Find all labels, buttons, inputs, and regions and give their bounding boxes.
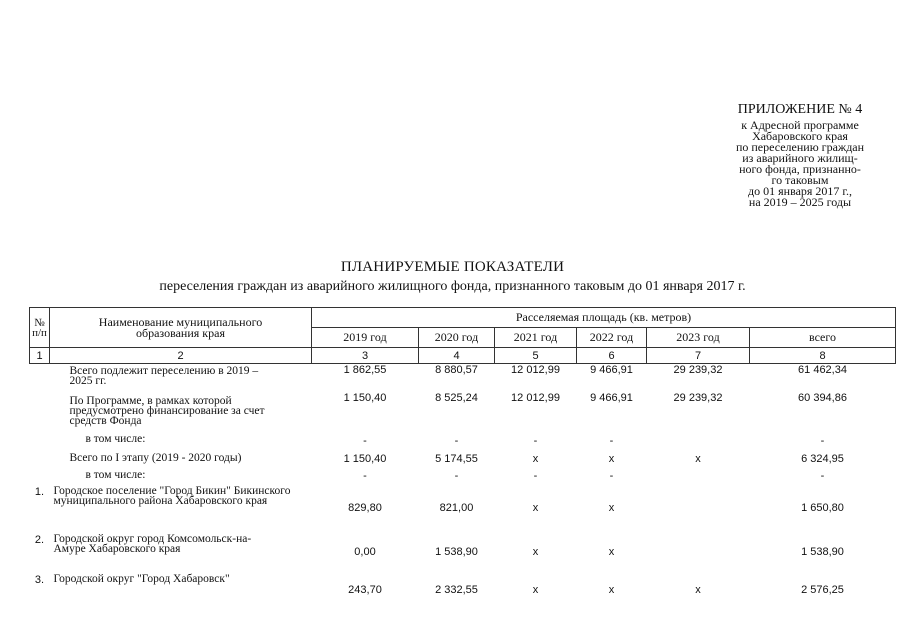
appendix-line: Хабаровского края: [752, 129, 848, 143]
column-number: 6: [577, 348, 647, 364]
cell-2019: -: [363, 469, 367, 482]
row-name: Городское поселение "Город Бикин" Бикинского муниципального района Хабаровского края: [53, 484, 291, 507]
appendix-line: по переселению граждан: [735, 140, 865, 154]
header-number: № п/п: [30, 308, 50, 348]
cell-2019: 1 150,40: [343, 452, 387, 465]
table-row: [30, 484, 896, 532]
row-name: Городской округ "Город Хабаровск": [53, 572, 230, 585]
cell-2022: -: [609, 469, 614, 482]
cell-2023: [647, 468, 750, 484]
cell-total: 60 394,86: [798, 391, 847, 404]
cell-2023: 29 239,32: [673, 364, 723, 376]
column-number: 4: [419, 348, 495, 364]
row-name: По Программе, в рамках которой предусмотрено финансирование за счет средств Фонда: [69, 394, 265, 427]
header-name: Наименование муниципального образования края: [50, 308, 312, 348]
row-name: Всего подлежит переселению в 2019 – 2025 гг.: [69, 365, 259, 387]
cell-2019: -: [363, 434, 367, 447]
cell-2022: 9 466,91: [590, 391, 633, 404]
row-index: 1.: [34, 485, 45, 498]
table-row: [30, 364, 896, 392]
column-number: 1: [30, 348, 50, 364]
row-index: 2.: [34, 533, 45, 546]
appendix-line: ного фонда, признанно-: [739, 162, 861, 176]
indicators-table-wrapper: [29, 307, 896, 596]
row-name: в том числе:: [85, 432, 146, 445]
table-row: [30, 572, 896, 596]
row-index: 3.: [34, 573, 45, 586]
cell-2023: [647, 432, 750, 450]
cell-2019: 829,80: [348, 501, 382, 514]
column-number: 8: [750, 348, 896, 364]
cell-total: -: [820, 469, 825, 482]
row-index: [30, 364, 50, 392]
cell-2020: 8 880,57: [435, 364, 478, 376]
appendix-title: ПРИЛОЖЕНИЕ № 4: [737, 102, 863, 117]
header-year-2021: 2021 год: [495, 328, 577, 348]
row-index: [30, 392, 50, 432]
header-year-2023: 2023 год: [647, 328, 750, 348]
cell-2021: 12 012,99: [511, 391, 560, 404]
table-row: [30, 432, 896, 450]
cell-2020: 821,00: [439, 501, 474, 514]
column-number: 3: [312, 348, 419, 364]
appendix-line: к Адресной программе: [741, 118, 859, 132]
appendix-line: до 01 января 2017 г.,: [748, 184, 852, 198]
cell-2021: x: [532, 583, 539, 596]
table-row: [30, 468, 896, 484]
cell-2019: 243,70: [348, 583, 382, 596]
table-row: [30, 392, 896, 432]
row-name: Городской округ город Комсомольск-на-Амуре Хабаровского края: [53, 532, 252, 555]
row-index: [30, 468, 50, 484]
cell-total: 6 324,95: [801, 452, 844, 465]
row-name: Всего по I этапу (2019 - 2020 годы): [69, 451, 242, 464]
header-total: всего: [750, 328, 896, 348]
cell-2022: x: [608, 545, 615, 558]
column-number: 2: [50, 348, 312, 364]
header-year-2022: 2022 год: [577, 328, 647, 348]
cell-2022: x: [608, 583, 615, 596]
cell-2019: 0,00: [354, 545, 376, 558]
column-number: 5: [495, 348, 577, 364]
appendix-block: [700, 103, 900, 208]
cell-2021: x: [532, 452, 539, 465]
cell-2020: -: [454, 434, 459, 447]
cell-total: 2 576,25: [801, 583, 844, 596]
cell-2021: -: [533, 434, 538, 447]
cell-2022: x: [608, 501, 615, 514]
table-body: [30, 364, 896, 596]
row-index: [30, 432, 50, 450]
cell-2020: 8 525,24: [435, 391, 478, 404]
cell-2022: 9 466,91: [590, 364, 633, 376]
cell-2021: 12 012,99: [511, 364, 560, 376]
cell-2021: x: [532, 501, 539, 514]
cell-2020: -: [454, 469, 459, 482]
cell-2023: [647, 532, 750, 572]
cell-2021: x: [532, 545, 539, 558]
appendix-line: на 2019 – 2025 годы: [748, 195, 852, 209]
cell-2022: -: [609, 434, 614, 447]
document-subtitle: переселения граждан из аварийного жилищного фонда, признанного таковым до 01 января 2017 г.: [159, 279, 746, 294]
cell-total: 1 650,80: [801, 501, 844, 514]
cell-total: 61 462,34: [798, 364, 847, 376]
table-row: [30, 450, 896, 468]
cell-2019: 1 862,55: [343, 364, 387, 376]
document-title: ПЛАНИРУЕМЫЕ ПОКАЗАТЕЛИ: [340, 259, 565, 275]
cell-2023: x: [695, 583, 701, 596]
cell-total: -: [820, 434, 825, 447]
appendix-line: го таковым: [771, 173, 829, 187]
table-row: [30, 532, 896, 572]
header-year-2019: 2019 год: [312, 328, 419, 348]
cell-2019: 1 150,40: [343, 391, 387, 404]
cell-2023: x: [695, 452, 701, 465]
column-number: 7: [647, 348, 750, 364]
header-year-2020: 2020 год: [419, 328, 495, 348]
cell-2020: 2 332,55: [435, 583, 478, 596]
row-name: в том числе:: [85, 468, 146, 481]
cell-total: 1 538,90: [801, 545, 844, 558]
cell-2020: 1 538,90: [435, 545, 478, 558]
cell-2021: -: [533, 469, 538, 482]
row-index: [30, 450, 50, 468]
appendix-line: из аварийного жилищ-: [742, 151, 858, 165]
cell-2022: x: [608, 452, 615, 465]
cell-2023: 29 239,32: [673, 391, 723, 404]
indicators-table: [29, 307, 896, 596]
cell-2023: [647, 484, 750, 532]
cell-2020: 5 174,55: [435, 452, 478, 465]
header-area-group: Расселяемая площадь (кв. метров): [312, 308, 896, 328]
